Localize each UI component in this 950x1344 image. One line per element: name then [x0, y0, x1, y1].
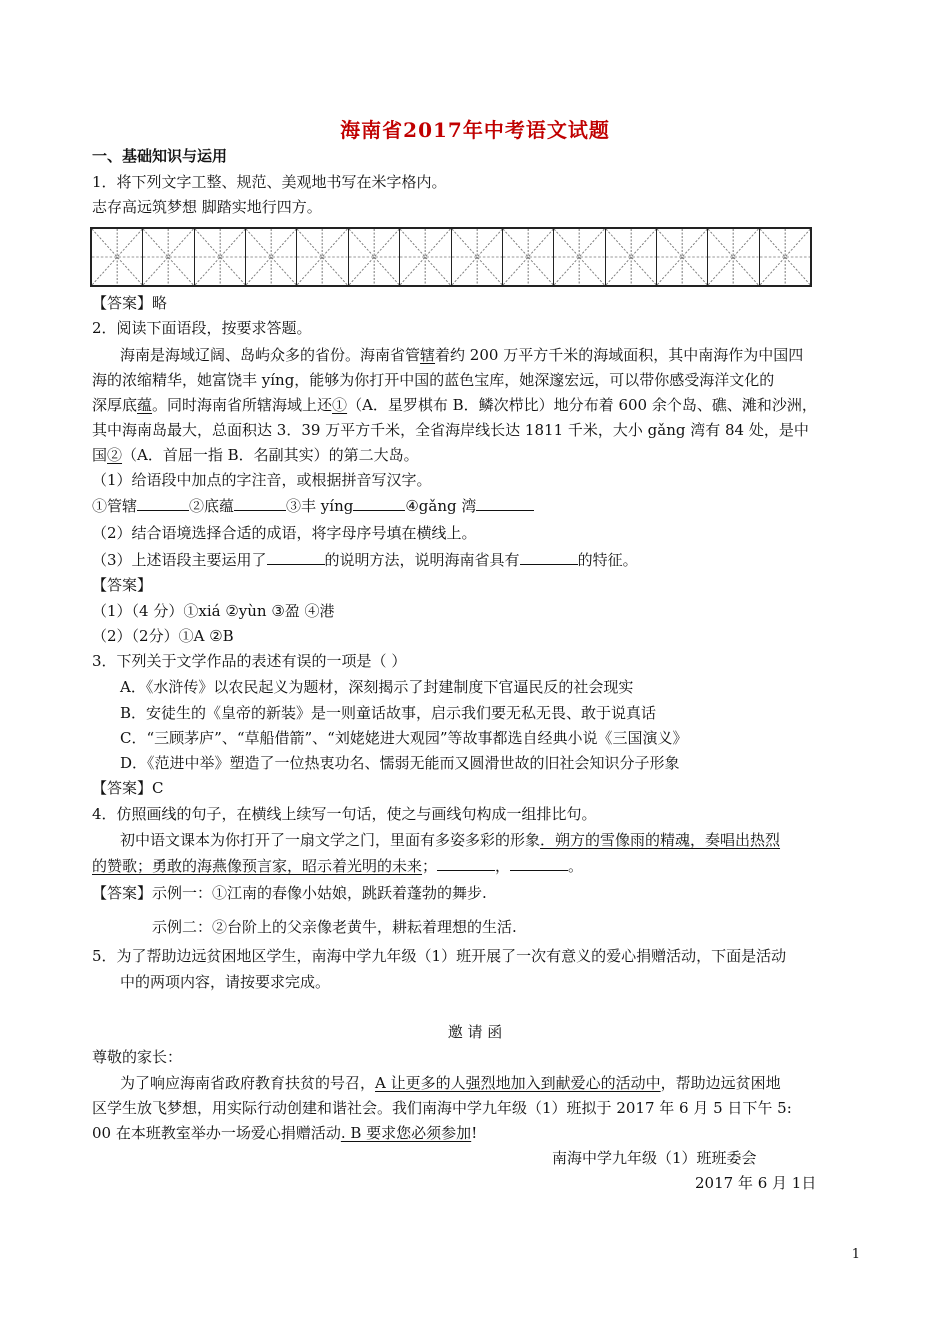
q5-stem: 5．为了帮助边远贫困地区学生，南海中学九年级（1）班开展了一次有意义的爱心捐赠活动，下面是活动 — [92, 947, 787, 965]
q2-answer-label: 【答案】 — [92, 576, 153, 594]
grid-cell — [143, 229, 194, 285]
q2-sub3: （3）上述语段主要运用了 的说明方法，说明海南省具有 的特征。 — [92, 551, 638, 569]
q1-text: 志存高远筑梦想 脚踏实地行四方。 — [92, 198, 322, 216]
q3-option-b: B．安徒生的《皇帝的新装》是一则童话故事，启示我们要无私无畏、敢于说真话 — [120, 704, 657, 722]
q1-stem: 1．将下列文字工整、规范、美观地书写在米字格内。 — [92, 173, 447, 191]
q2-passage-line: 深厚底蕴。同时海南省所辖海域上还①（A．星罗棋布 B．鳞次栉比）地分布着 600 余个岛、礁、滩和沙洲， — [92, 396, 817, 414]
page-number: 1 — [851, 1247, 860, 1262]
letter-date: 2017 年 6 月 1日 — [695, 1174, 817, 1192]
letter-body-line: 区学生放飞梦想，用实际行动创建和谐社会。我们南海中学九年级（1）班拟于 2017 年 6 月 5 日下午 5: — [92, 1099, 792, 1117]
grid-cell — [452, 229, 503, 285]
q2-passage-line: 国②（A．首屈一指 B．名副其实）的第二大岛。 — [92, 446, 419, 464]
q2-sub1: （1）给语段中加点的字注音，或根据拼音写汉字。 — [92, 471, 432, 489]
grid-cell — [657, 229, 708, 285]
q3-answer: 【答案】C — [92, 779, 164, 797]
q2-answer-1: （1）（4 分）①xiá ②yùn ③盈 ④港 — [92, 602, 335, 620]
letter-body-line: 00 在本班教室举办一场爱心捐赠活动. B 要求您必须参加! — [92, 1124, 478, 1142]
grid-cell — [195, 229, 246, 285]
grid-cell — [760, 229, 810, 285]
letter-title: 邀 请 函 — [447, 1023, 503, 1041]
grid-cell — [503, 229, 554, 285]
q5-stem: 中的两项内容，请按要求完成。 — [120, 973, 331, 991]
q3-option-d: D．《范进中举》塑造了一位热衷功名、懦弱无能而又圆滑世故的旧社会知识分子形象 — [120, 754, 680, 772]
letter-greeting: 尊敬的家长： — [92, 1048, 183, 1066]
q3-option-a: A．《水浒传》以农民起义为题材，深刻揭示了封建制度下官逼民反的社会现实 — [120, 678, 634, 696]
q2-passage-line: 其中海南岛最大，总面积达 3．39 万平方千米，全省海岸线长达 1811 千米，大小 gǎng 湾有 84 处，是中 — [92, 421, 809, 439]
writing-grid — [90, 227, 812, 287]
q2-passage-line: 海南是海域辽阔、岛屿众多的省份。海南省管辖着约 200 万平方千米的海域面积，其中南海作为中国四 — [120, 346, 804, 364]
grid-cell — [349, 229, 400, 285]
q4-stem: 4．仿照画线的句子，在横线上续写一句话，使之与画线句构成一组排比句。 — [92, 805, 597, 823]
letter-body-line: 为了响应海南省政府教育扶贫的号召，A 让更多的人强烈地加入到献爱心的活动中，帮助边远贫困地 — [120, 1074, 781, 1092]
q2-fill-line: ①管辖 ②底蕴 ③丰 yíng ④gǎng 湾 — [92, 496, 882, 516]
q2-answer-2: （2）（2分）①A ②B — [92, 627, 234, 645]
grid-cell — [400, 229, 451, 285]
q3-stem: 3．下列关于文学作品的表述有误的一项是（ ） — [92, 652, 407, 670]
grid-cell — [606, 229, 657, 285]
q2-sub2: （2）结合语境选择合适的成语，将字母序号填在横线上。 — [92, 524, 477, 542]
grid-cell — [92, 229, 143, 285]
q2-passage-line: 海的浓缩精华，她富饶丰 yíng，能够为你打开中国的蓝色宝库，她深邃宏远，可以带你感受海洋文化的 — [92, 371, 775, 389]
q4-line: 的赞歌；勇敢的海燕像预言家，昭示着光明的未来； ， 。 — [92, 857, 584, 875]
section-heading: 一、基础知识与运用 — [92, 147, 228, 165]
grid-cell — [554, 229, 605, 285]
q4-answer-2: 示例二：②台阶上的父亲像老黄牛，耕耘着理想的生活. — [152, 918, 517, 936]
grid-cell — [708, 229, 759, 285]
q3-option-c: C．“三顾茅庐”、“草船借箭”、“刘姥姥进大观园”等故事都选自经典小说《三国演义》 — [120, 729, 688, 747]
grid-cell — [297, 229, 348, 285]
letter-signature: 南海中学九年级（1）班班委会 — [552, 1149, 757, 1167]
q4-answer-1: 【答案】示例一：①江南的春像小姑娘，跳跃着蓬勃的舞步. — [92, 884, 487, 902]
grid-cell — [246, 229, 297, 285]
q4-line: 初中语文课本为你打开了一扇文学之门，里面有多姿多彩的形象．朔方的雪像雨的精魂，奏唱出热烈 — [120, 831, 781, 849]
page-title: 海南省2017年中考语文试题 — [340, 118, 610, 142]
q2-stem: 2．阅读下面语段，按要求答题。 — [92, 319, 312, 337]
q1-answer: 【答案】略 — [92, 294, 168, 312]
